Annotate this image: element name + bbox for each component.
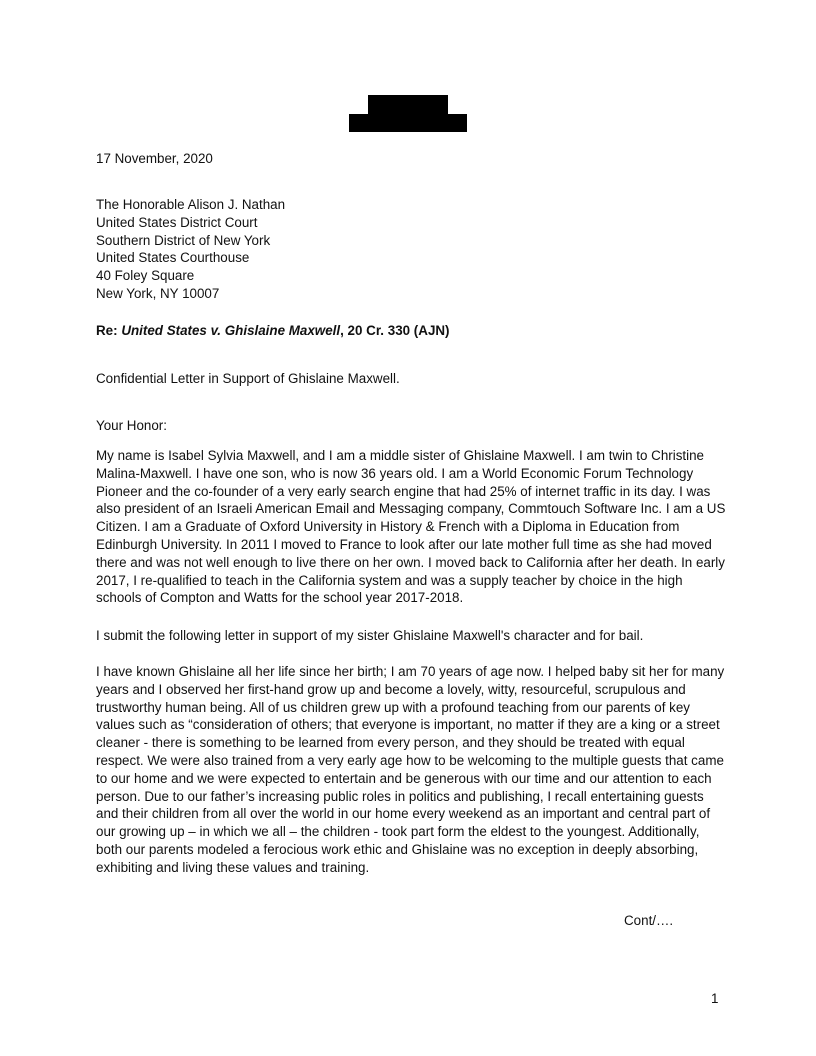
address-line: Southern District of New York <box>96 232 271 248</box>
page-number: 1 <box>711 991 719 1006</box>
address-line: The Honorable Alison J. Nathan <box>96 197 286 212</box>
redaction-bar-top <box>368 95 448 115</box>
address-line: United States Courthouse <box>96 250 250 266</box>
case-name: United States v. Ghislaine Maxwell <box>121 323 341 338</box>
body-paragraph: I submit the following letter in support of my sister Ghislaine Maxwell's character and for bail. <box>96 628 644 643</box>
address-line: United States District Court <box>96 214 258 230</box>
salutation: Your Honor: <box>96 418 167 433</box>
redaction-bar-bottom <box>349 114 467 132</box>
letter-date: 17 November, 2020 <box>96 151 213 166</box>
case-number: , 20 Cr. 330 (AJN) <box>340 323 450 338</box>
recipient-address <box>96 196 726 303</box>
continued-marker: Cont/…. <box>624 913 674 928</box>
re-label: Re: <box>96 323 118 338</box>
address-line: New York, NY 10007 <box>96 285 220 301</box>
body-paragraph: I have known Ghislaine all her life since her birth; I am 70 years of age now. I helped baby sit her for many years and I observed her first-hand grow up and become a lovely, witty, resourceful, scrupulous and trustworthy human being. All of us children grew up with a profound teaching from our parents of key values such as “consideration of others; that everyone is important, no matter if they are a king or a street cleaner - there is something to be learned from every person, and they should be treated with equal respect. We were also trained from a very early age how to be welcoming to the multiple guests that came to our home and we were expected to entertain and be generous with our time and our attention to each person. Due to our father’s increasing public roles in politics and publishing, I recall entertaining guests and their children from all over the world in our home every weekend as an important and central part of our growing up – in which we all – the children - took part form the eldest to the youngest. Additionally, both our parents modeled a ferocious work ethic and Ghislaine was no exception in deeply absorbing, exhibiting and living these values and training. <box>96 664 725 875</box>
address-line: 40 Foley Square <box>96 268 195 284</box>
re-line <box>96 322 726 340</box>
body-paragraph: My name is Isabel Sylvia Maxwell, and I am a middle sister of Ghislaine Maxwell. I am twin to Christine Malina-Maxwell. I have one son, who is now 36 years old. I am a World Economic Forum Technology Pioneer and the co-founder of a very early search engine that had 25% of internet traffic in its day. I was also president of an Israeli American Email and Messaging company, Commtouch Software Inc. I am a US Citizen. I am a Graduate of Oxford University in History & French with a Diploma in Education from Edinburgh University. In 2011 I moved to France to look after our late mother full time as she had moved there and was not well enough to live there on her own. I moved back to California after her death. In early 2017, I re-qualified to teach in the California system and was a supply teacher by choice in the high schools of Compton and Watts for the school year 2017-2018. <box>96 448 726 606</box>
letter-subject: Confidential Letter in Support of Ghislaine Maxwell. <box>96 371 400 386</box>
